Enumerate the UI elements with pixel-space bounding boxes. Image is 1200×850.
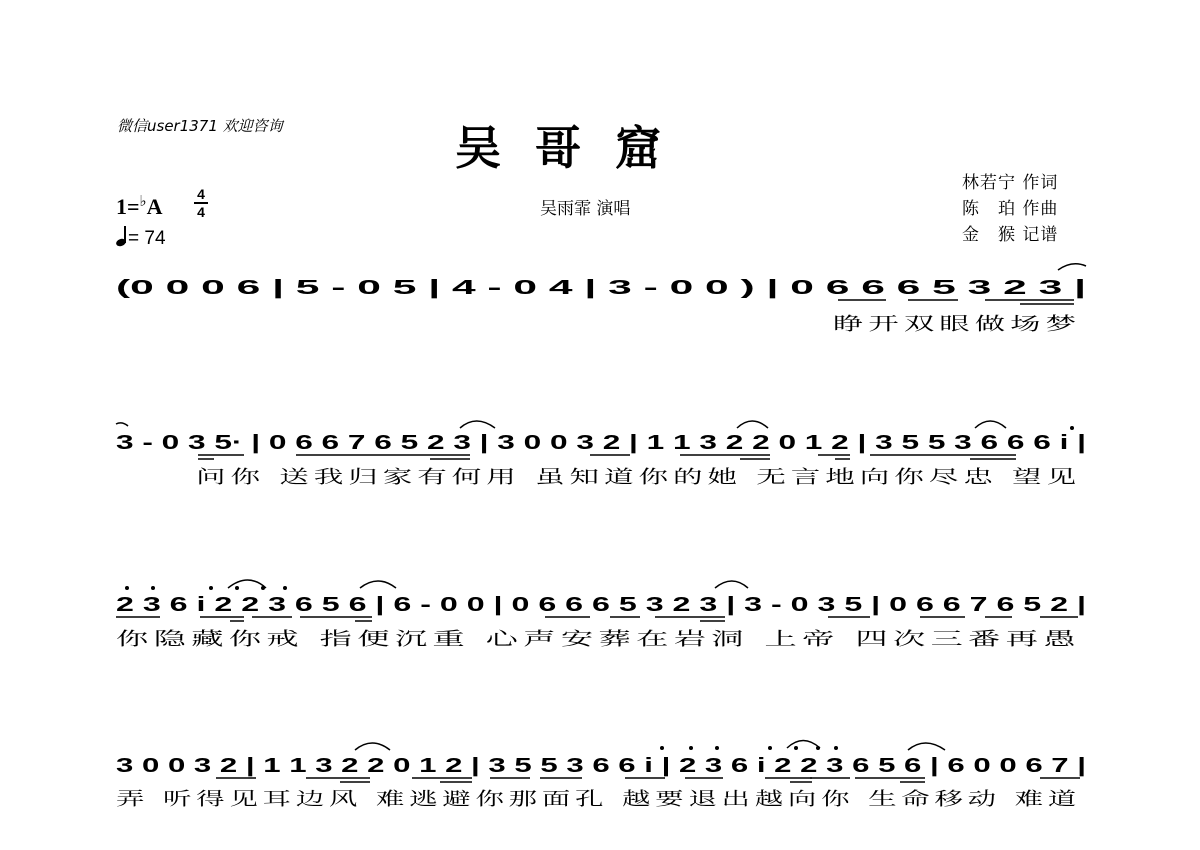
singer-credit: 吴雨霏 演唱 <box>540 199 631 219</box>
ties <box>116 264 1086 750</box>
score-line-notes: 2 3 6 i 2 2 3 6 5 6 | 6 - 0 0 | 0 6 6 6 5 3 2 3 | 3 - 0 3 5 | 0 6 6 7 6 5 2 | <box>116 594 1086 616</box>
score-line-notes: 3 0 0 3 2 | 1 1 3 2 2 0 1 2 | 3 5 5 3 6 6 i | 2 3 6 i 2 2 3 6 5 6 | 6 0 0 6 7 | <box>116 755 1086 777</box>
transcriber-credit: 金 猴 记谱 <box>962 225 1059 245</box>
key-note: A <box>146 194 163 219</box>
flat-sign: ♭ <box>139 194 147 210</box>
score-line-notes: 3 - 0 3 5· | 0 6 6 7 6 5 2 3 | 3 0 0 3 2 | 1 1 3 2 2 0 1 2 | 3 5 5 3 6 6 6 i | <box>116 432 1086 454</box>
score-line-lyrics: 睁开双眼做场梦 <box>833 314 1081 335</box>
score-line-1 <box>116 277 1086 335</box>
score-line-lyrics: 弄 听得见耳边风 难逃避你那面孔 越要退出越向你 生命移动 难道 <box>116 789 1081 810</box>
key-label: 1= <box>116 194 140 219</box>
lyricist-credit: 林若宁 作词 <box>962 173 1059 193</box>
score-line-lyrics: 问你 送我归家有何用 虽知道你的她 无言地向你尽忠 望见 <box>196 467 1081 488</box>
time-numerator: 4 <box>197 186 205 202</box>
watermark-text: 微信user1371 欢迎咨询 <box>117 117 283 135</box>
composer-credit: 陈 珀 作曲 <box>962 199 1059 219</box>
rhythm-beams <box>116 300 1080 782</box>
time-denominator: 4 <box>197 204 205 220</box>
score-line-2 <box>116 432 1086 488</box>
tempo-value: = 74 <box>128 228 166 249</box>
score-line-4 <box>116 755 1086 810</box>
score-line-3 <box>116 594 1086 650</box>
score-line-lyrics: 你隐藏你戒 指便沉重 心声安葬在岩洞 上帝 四次三番再愚 <box>116 629 1081 650</box>
song-title: 吴哥窟 <box>455 121 695 175</box>
score-line-notes: (0 0 0 6 | 5 - 0 5 | 4 - 0 4 | 3 - 0 0 ) | 0 6 6 6 5 3 2 3 | <box>116 277 1086 299</box>
